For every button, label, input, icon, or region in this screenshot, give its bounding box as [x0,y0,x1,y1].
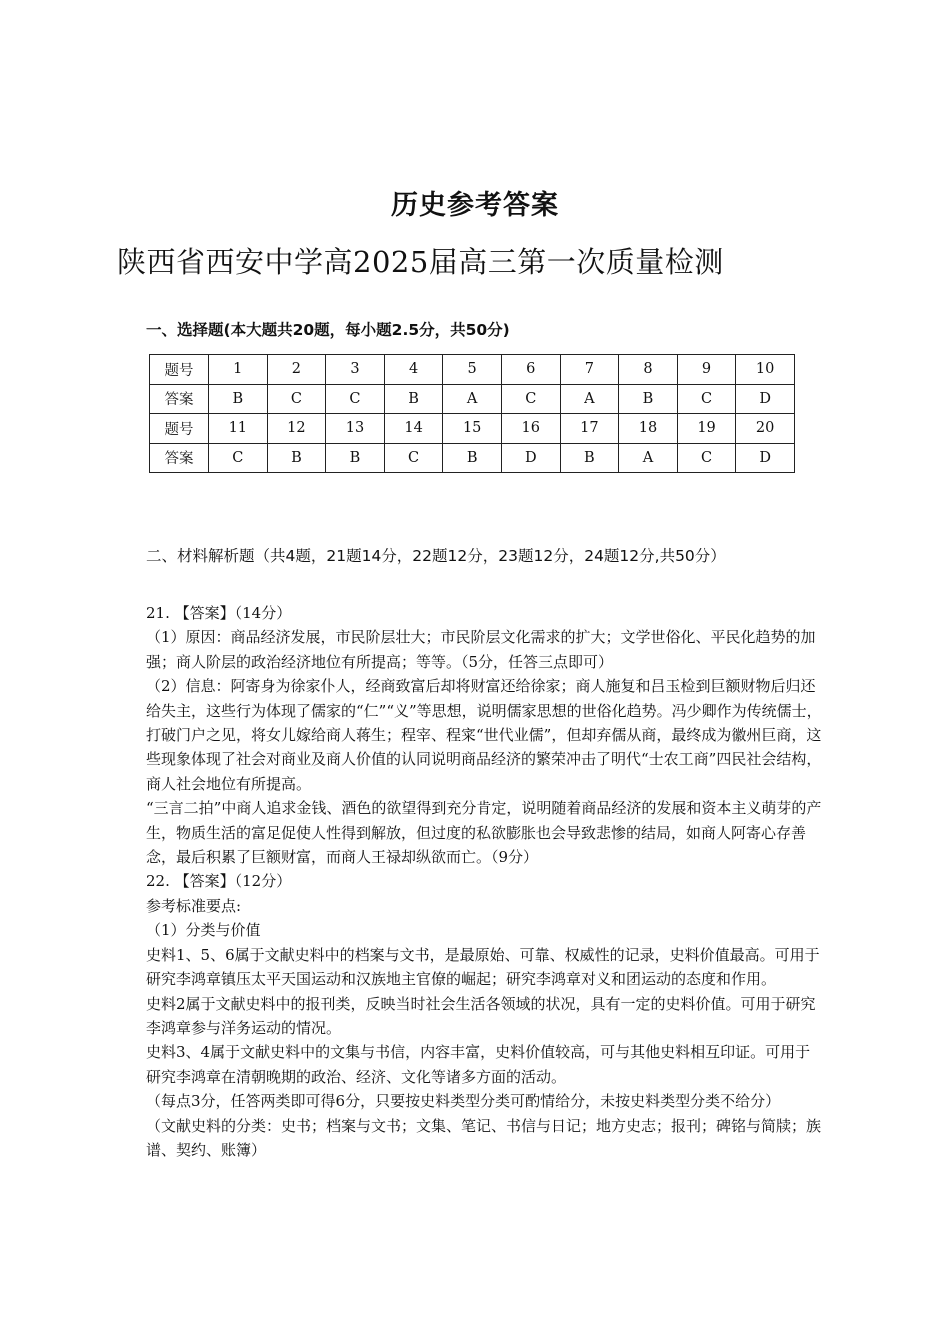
table-row [150,414,795,444]
answer-cell: B [384,384,443,414]
question-number-cell: 15 [443,414,502,444]
answer-cell: B [619,384,678,414]
answer-cell: B [560,443,619,473]
question-number-cell: 14 [384,414,443,444]
answer-cell: D [736,443,795,473]
answer-cell: B [209,384,268,414]
answer-cell: B [267,443,326,473]
answer-cell: D [736,384,795,414]
question-number-cell: 7 [560,355,619,385]
q21-part2: （2）信息：阿寄身为徐家仆人，经商致富后却将财富还给徐家；商人施复和吕玉检到巨额财物后归还给失主，这些行为体现了儒家的“仁”“义”等思想，说明儒家思想的世俗化趋势。冯少卿作为传统儒士，打破门户之见，将女儿嫁给商人蒋生；程宰、程寀“世代业儒”，但却弃儒从商，最终成为徽州巨商，这些现象体现了社会对商业及商人价值的认同说明商品经济的繁荣冲击了明代“士农工商”四民社会结构，商人社会地位有所提高。 [146,677,822,793]
question-number-cell: 18 [619,414,678,444]
section-1-heading: 一、选择题(本大题共20题，每小题2.5分，共50分) [146,321,510,339]
answer-cell: C [209,443,268,473]
question-number-cell: 4 [384,355,443,385]
answer-cell: C [677,443,736,473]
table-row [150,443,795,473]
answer-cell: A [560,384,619,414]
answer-cell: D [501,443,560,473]
document-subtitle: 陕西省西安中学高2025届高三第一次质量检测 [117,245,724,279]
question-number-cell: 10 [736,355,795,385]
question-number-cell: 17 [560,414,619,444]
section-2-heading: 二、材料解析题（共4题，21题14分，22题12分，23题12分，24题12分,共50分） [146,547,726,565]
question-number-cell: 6 [501,355,560,385]
question-number-cell: 2 [267,355,326,385]
question-number-cell: 12 [267,414,326,444]
question-number-cell: 11 [209,414,268,444]
answer-cell: A [443,384,502,414]
answer-cell: B [443,443,502,473]
question-number-cell: 1 [209,355,268,385]
question-number-cell: 5 [443,355,502,385]
question-number-cell: 8 [619,355,678,385]
row-label: 题号 [150,414,209,444]
q22-source-2: 史料2属于文献史料中的报刊类，反映当时社会生活各领域的状况，具有一定的史料价值。可用于研究李鸿章参与洋务运动的情况。 [146,994,816,1037]
document-title: 历史参考答案 [391,190,559,221]
q22-sub1: （1）分类与价值 [146,921,261,940]
answer-cell: A [619,443,678,473]
answer-cell: C [501,384,560,414]
answer-body [146,601,822,1162]
q21-header: 21. 【答案】（14分） [146,604,292,622]
q21-part1: （1）原因：商品经济发展，市民阶层壮大；市民阶层文化需求的扩大；文学世俗化、平民化趋势的加强；商人阶层的政治经济地位有所提高；等等。（5分，任答三点即可） [146,628,816,671]
q22-sources-3-4: 史料3、4属于文献史料中的文集与书信，内容丰富，史料价值较高，可与其他史料相互印证。可用于研究李鸿章在清朝晚期的政治、经济、文化等诸多方面的活动。 [146,1043,811,1086]
question-number-cell: 13 [326,414,385,444]
answer-cell: C [326,384,385,414]
q22-sources-1-5-6: 史料1、5、6属于文献史料中的档案与文书，是最原始、可靠、权威性的记录，史料价值最高。可用于研究李鸿章镇压太平天国运动和汉族地主官僚的崛起；研究李鸿章对义和团运动的态度和作用。 [146,945,820,989]
row-label: 答案 [150,384,209,414]
answer-cell: B [326,443,385,473]
answer-cell: C [384,443,443,473]
question-number-cell: 16 [501,414,560,444]
q22-scoring-note: （每点3分，任答两类即可得6分，只要按史料类型分类可酌情给分，未按史料类型分类不给分） [146,1092,781,1111]
row-label: 答案 [150,443,209,473]
q21-part3: “三言二拍”中商人追求金钱、酒色的欲望得到充分肯定，说明随着商品经济的发展和资本主义萌芽的产生，物质生活的富足促使人性得到解放，但过度的私欲膨胀也会导致悲惨的结局，如商人阿寄心存善念，最后积累了巨额财富，而商人王禄却纵欲而亡。（9分） [146,799,822,867]
row-label: 题号 [150,355,209,385]
table-row [150,355,795,385]
q22-intro: 参考标准要点: [146,896,242,915]
answer-cell: C [677,384,736,414]
question-number-cell: 9 [677,355,736,385]
table-row [150,384,795,414]
question-number-cell: 19 [677,414,736,444]
answer-table [149,354,795,473]
q22-categories-note: （文献史料的分类：史书；档案与文书；文集、笔记、书信与日记；地方史志；报刊；碑铭与简牍；族谱、契约、账簿） [146,1116,822,1159]
answer-cell: C [267,384,326,414]
q22-header: 22. 【答案】（12分） [146,872,292,891]
question-number-cell: 20 [736,414,795,444]
question-number-cell: 3 [326,355,385,385]
